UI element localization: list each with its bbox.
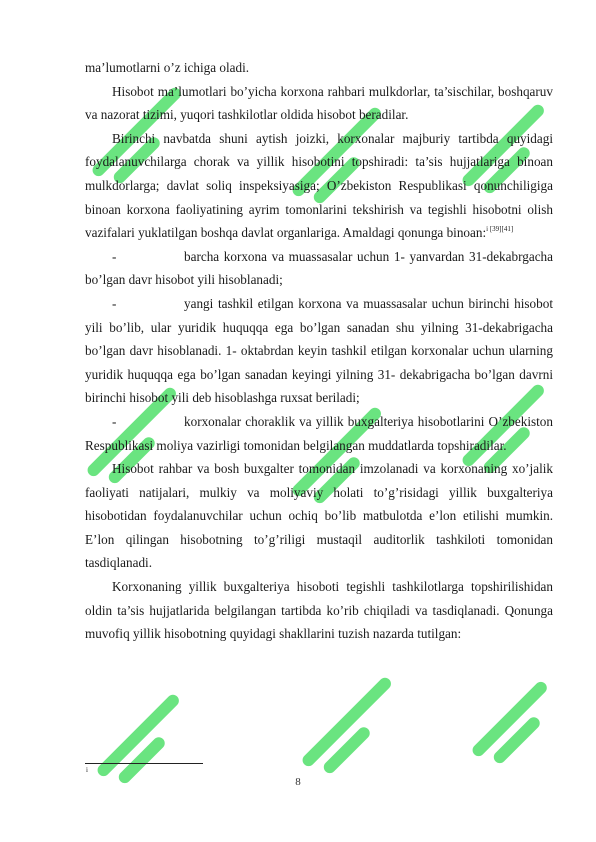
paragraph [85,127,553,245]
paragraph: Hisobot ma’lumotlari bo’yicha korxona rahbari mulkdorlar, ta’sischilar, boshqaruv va nazorat tizimi, yuqori tashkilotlar oldida hisobot beradilar. [85,83,553,123]
bullet-dash: - [112,295,117,311]
citation-superscript: i [39][41] [486,225,514,234]
paragraph-text: Birinchi navbatda shuni aytish joizki, korxonalar majburiy tartibda quyidagi foydalanuvchilarga chorak va yillik hisobotini topshiradi: ta’sis hujjatlariga binoan mulkdorlarga; davlat soliq inspeksiyasiga; O’zbekiston Respublikasi qonunchiligiga binoan korxona faoliyatining ayrim tomonlarini tekshirish va tegishli hisobotni olish vazifalari yuklatilgan boshqa davlat organlariga. Amaldagi qonunga binoan: [85,130,553,241]
paragraph: Korxonaning yillik buxgalteriya hisoboti tegishli tashkilotlarga topshirilishidan oldin ta’sis hujjatlarida belgilangan tartibda ko’rib chiqiladi va tasdiqlanadi. Qonunga muvofiq yillik hisobotning quyidagi shakllarini tuzish nazarda tutilgan: [85,579,553,642]
bullet-item [85,410,553,457]
footnote-mark: i [86,766,88,774]
bullet-item [85,292,553,410]
bullet-dash: - [112,413,117,429]
bullet-text: korxonalar choraklik va yillik buxgalteriya hisobotlarini O’zbekiston Respublikasi moliya vazirligi tomonidan belgilangan muddatlarda topshiradilar. [85,413,553,453]
bullet-text: barcha korxona va muassasalar uchun 1- yanvardan 31-dekabrgacha bo’lgan davr hisobot yili hisoblanadi; [85,248,553,288]
bullet-dash: - [112,248,117,264]
page-number: 8 [295,776,301,788]
bullet-item [85,245,553,292]
footnote-separator [85,763,203,764]
paragraph: Hisobot rahbar va bosh buxgalter tomonidan imzolanadi va korxonaning xo’jalik faoliyati natijalari, mulkiy va moliyaviy holati to’g’risidagi yillik buxgalteriya hisobotidan foydalanuvchilar uchun ochiq bo’lib matbulotda e’lon etilishi mumkin. E’lon qilingan hisobotning to’g’riligi mustaqil auditorlik tashkiloti tomonidan tasdiqlanadi. [85,461,553,571]
paragraph: ma’lumotlarni o’z ichiga oladi. [85,60,250,75]
bullet-text: yangi tashkil etilgan korxona va muassasalar uchun birinchi hisobot yili bo’lib, ular yuridik huquqqa ega bo’lgan sanadan shu yilning 31-dekabrigacha bo’lgan davr hisoblanadi. 1- oktabrdan keyin tashkil etilgan korxonalar uchun ularning yuridik huquqqa ega bo’lgan sanadan keyingi yilning 31- dekabrigacha bo’lgan davrni birinchi hisobot yili deb hisoblashga ruxsat beriladi; [85,295,553,406]
body-text [85,56,553,646]
